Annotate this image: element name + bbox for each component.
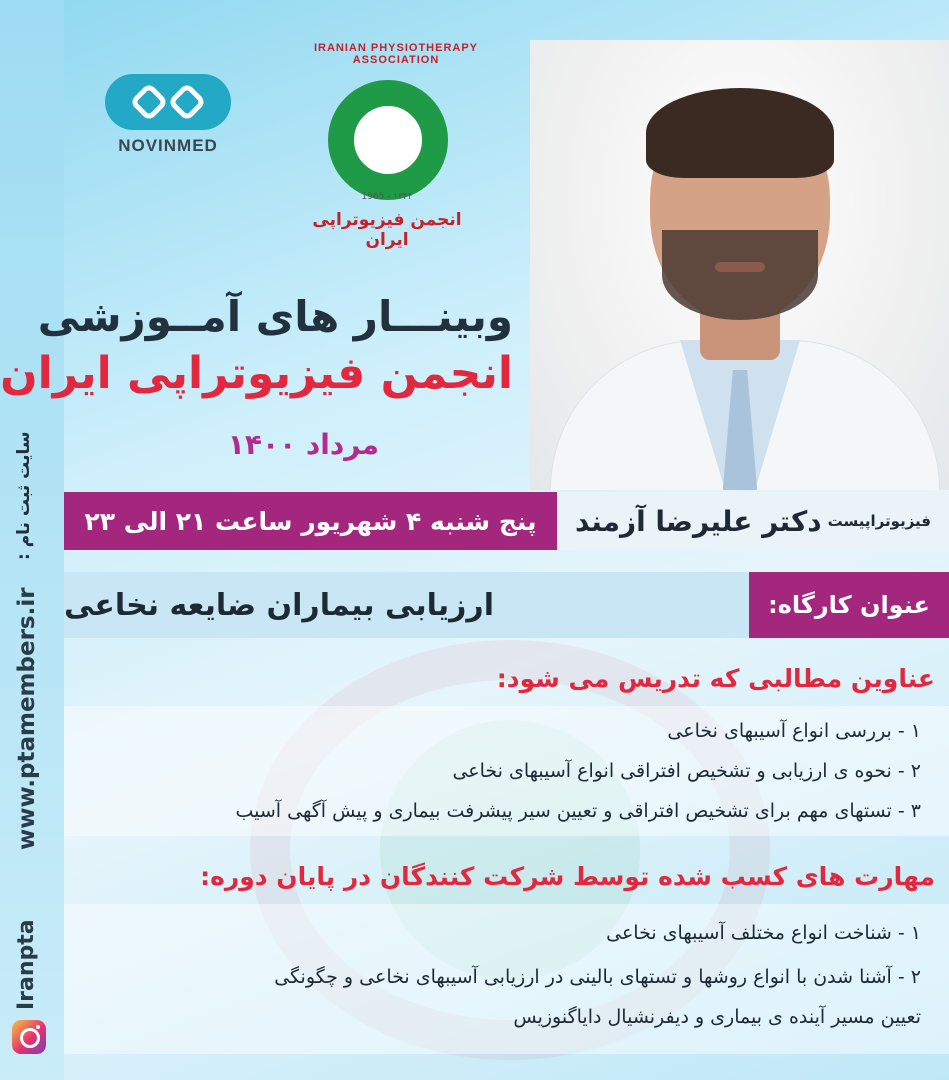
workshop-label: عنوان کارگاه: — [749, 572, 949, 638]
ipta-emblem — [282, 40, 492, 250]
presenter-bar — [64, 492, 949, 550]
topic-item: ۳ - تستهای مهم برای تشخیص افتراقی و تعیین سیر پیشرفت بیماری و پیش آگهی آسیب — [235, 800, 921, 822]
presenter-info — [557, 492, 949, 550]
webinar-month: مرداد ۱۴۰۰ — [227, 428, 379, 461]
novinmed-logo — [98, 74, 238, 156]
skill-item-continued: تعیین مسیر آینده ی بیماری و دیفرنشیال دایاگنوزیس — [513, 1006, 921, 1028]
workshop-row — [64, 572, 949, 638]
presenter-role: فیزیوتراپیست — [827, 512, 931, 530]
presenter-name: دکتر علیرضا آزمند — [575, 504, 822, 538]
webinar-title: وبینـــار های آمــوزشی — [37, 292, 513, 341]
topic-item: ۱ - بررسی انواع آسیبهای نخاعی — [667, 720, 921, 742]
skill-item: ۲ - آشنا شدن با انواع روشها و تستهای بالینی در ارزیابی آسیبهای نخاعی و چگونگی — [274, 966, 921, 988]
skills-heading: مهارت های کسب شده توسط شرکت کنندگان در پایان دوره: — [200, 862, 935, 891]
topics-heading: عناوین مطالبی که تدریس می شود: — [496, 664, 935, 693]
registration-label: سایت ثبت نام : — [14, 431, 34, 560]
skill-item: ۱ - شناخت انواع مختلف آسیبهای نخاعی — [606, 922, 921, 944]
ipta-emblem-years: 1965 - ۱۳۴۴ — [361, 192, 413, 202]
emblem-center-icon — [350, 102, 426, 178]
ipta-emblem-english: IRANIAN PHYSIOTHERAPY ASSOCIATION — [313, 42, 479, 66]
presenter-photo — [530, 40, 949, 490]
workshop-title: ارزیابی بیماران ضایعه نخاعی — [64, 572, 749, 638]
instagram-handle[interactable]: Iranpta — [14, 919, 39, 1010]
topic-item: ۲ - نحوه ی ارزیابی و تشخیص افتراقی انواع آسیبهای نخاعی — [452, 760, 921, 782]
session-datetime: پنج شنبه ۴ شهریور ساعت ۲۱ الی ۲۳ — [64, 492, 557, 550]
association-title: انجمن فیزیوتراپی ایران — [0, 348, 513, 399]
novinmed-name: NOVINMED — [118, 136, 218, 155]
registration-url[interactable]: www.ptamembers.ir — [14, 587, 40, 850]
instagram-icon[interactable] — [12, 1020, 46, 1054]
novinmed-mark-icon — [105, 74, 231, 130]
ipta-emblem-persian: انجمن فیزیوتراپی ایران — [312, 210, 462, 250]
